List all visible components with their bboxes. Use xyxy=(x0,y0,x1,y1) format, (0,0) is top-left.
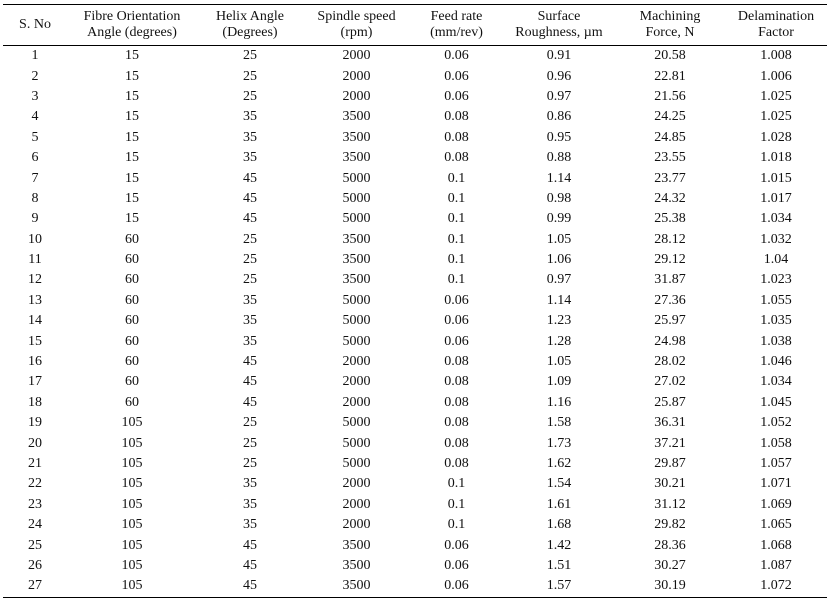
cell-serial-number: 20 xyxy=(28,435,42,451)
cell-spindle-speed: 5000 xyxy=(342,415,371,431)
cell-feed-rate: 0.1 xyxy=(447,170,466,186)
cell-surface-roughness: 0.86 xyxy=(546,109,572,125)
cell-machining-force: 29.82 xyxy=(654,517,686,533)
header-line: Surface xyxy=(537,9,581,24)
cell-serial-number: 13 xyxy=(28,292,42,308)
table-row xyxy=(3,515,827,535)
cell-feed-rate: 0.06 xyxy=(444,48,469,64)
cell-feed-rate: 0.1 xyxy=(447,496,466,512)
cell-machining-force: 37.21 xyxy=(654,435,686,451)
cell-feed-rate: 0.06 xyxy=(444,557,469,573)
cell-machining-force: 28.36 xyxy=(654,537,686,553)
header-serial-number xyxy=(3,5,67,46)
cell-spindle-speed: 3500 xyxy=(342,578,371,594)
cell-fibre-orientation-angle: 15 xyxy=(125,170,139,186)
cell-spindle-speed: 3500 xyxy=(342,557,371,573)
cell-machining-force: 30.19 xyxy=(654,578,686,594)
cell-helix-angle: 25 xyxy=(243,456,257,471)
cell-delamination-factor: 1.035 xyxy=(760,313,792,329)
cell-fibre-orientation-angle: 15 xyxy=(125,150,139,166)
cell-fibre-orientation-angle: 15 xyxy=(125,68,139,84)
header-row xyxy=(3,5,827,46)
cell-fibre-orientation-angle: 60 xyxy=(125,394,139,410)
cell-serial-number: 4 xyxy=(31,109,39,125)
header-line: Helix Angle xyxy=(215,9,285,24)
cell-feed-rate: 0.08 xyxy=(444,354,469,370)
cell-spindle-speed: 5000 xyxy=(342,456,371,471)
table-row xyxy=(3,87,827,107)
cell-machining-force: 28.02 xyxy=(654,354,686,370)
cell-spindle-speed: 2000 xyxy=(342,374,371,390)
cell-surface-roughness: 0.98 xyxy=(546,190,572,206)
data-table xyxy=(3,4,827,598)
cell-spindle-speed: 5000 xyxy=(342,211,371,227)
table-row xyxy=(3,433,827,453)
cell-spindle-speed: 3500 xyxy=(342,109,371,125)
cell-serial-number: 5 xyxy=(31,129,39,145)
cell-surface-roughness: 1.23 xyxy=(546,313,572,329)
cell-serial-number: 15 xyxy=(28,333,42,349)
cell-helix-angle: 35 xyxy=(243,109,257,125)
header-feed-rate xyxy=(410,5,503,46)
cell-helix-angle: 45 xyxy=(243,557,257,573)
cell-delamination-factor: 1.069 xyxy=(760,496,792,512)
cell-helix-angle: 45 xyxy=(243,578,257,594)
cell-spindle-speed: 2000 xyxy=(342,68,371,84)
table-row xyxy=(3,454,827,474)
cell-helix-angle: 25 xyxy=(243,68,257,84)
cell-feed-rate: 0.08 xyxy=(444,415,469,431)
cell-fibre-orientation-angle: 15 xyxy=(125,48,139,64)
cell-serial-number: 17 xyxy=(28,374,42,390)
cell-surface-roughness: 1.14 xyxy=(546,170,572,186)
cell-fibre-orientation-angle: 105 xyxy=(121,517,143,533)
cell-surface-roughness: 1.14 xyxy=(546,292,572,308)
cell-surface-roughness: 1.16 xyxy=(546,394,572,410)
cell-helix-angle: 35 xyxy=(243,496,257,512)
cell-machining-force: 29.87 xyxy=(654,456,686,471)
cell-serial-number: 12 xyxy=(28,272,42,288)
cell-feed-rate: 0.1 xyxy=(447,211,466,227)
cell-machining-force: 30.27 xyxy=(654,557,686,573)
cell-helix-angle: 35 xyxy=(243,150,257,166)
cell-delamination-factor: 1.058 xyxy=(760,435,792,451)
cell-helix-angle: 35 xyxy=(243,517,257,533)
header-line: Angle (degrees) xyxy=(87,25,177,40)
cell-serial-number: 21 xyxy=(28,456,42,471)
cell-feed-rate: 0.06 xyxy=(444,578,469,594)
cell-serial-number: 7 xyxy=(31,170,39,186)
cell-feed-rate: 0.06 xyxy=(444,68,469,84)
header-line: (rpm) xyxy=(340,25,373,40)
cell-delamination-factor: 1.072 xyxy=(760,578,792,594)
cell-fibre-orientation-angle: 105 xyxy=(121,415,143,431)
cell-delamination-factor: 1.068 xyxy=(760,537,792,553)
cell-delamination-factor: 1.057 xyxy=(760,456,792,471)
header-line: S. No xyxy=(19,17,51,32)
table-row xyxy=(3,535,827,555)
cell-delamination-factor: 1.034 xyxy=(760,211,792,227)
header-line: (Degrees) xyxy=(222,25,278,40)
cell-feed-rate: 0.08 xyxy=(444,456,469,471)
cell-serial-number: 2 xyxy=(31,68,39,84)
cell-fibre-orientation-angle: 105 xyxy=(121,557,143,573)
cell-machining-force: 20.58 xyxy=(654,48,686,64)
header-machining-force xyxy=(615,5,725,46)
cell-helix-angle: 25 xyxy=(243,231,257,247)
cell-machining-force: 31.12 xyxy=(654,496,686,512)
cell-fibre-orientation-angle: 105 xyxy=(121,537,143,553)
cell-helix-angle: 25 xyxy=(243,435,257,451)
table-row xyxy=(3,291,827,311)
cell-machining-force: 30.21 xyxy=(654,476,686,492)
cell-spindle-speed: 3500 xyxy=(342,252,371,268)
table-row xyxy=(3,311,827,331)
table-row xyxy=(3,128,827,148)
cell-spindle-speed: 5000 xyxy=(342,435,371,451)
table-row xyxy=(3,556,827,576)
cell-delamination-factor: 1.055 xyxy=(760,292,792,308)
table-row xyxy=(3,372,827,392)
cell-serial-number: 22 xyxy=(28,476,42,492)
cell-serial-number: 26 xyxy=(28,557,42,573)
cell-fibre-orientation-angle: 15 xyxy=(125,190,139,206)
cell-serial-number: 8 xyxy=(31,190,39,206)
table-body xyxy=(3,46,827,598)
table-row xyxy=(3,107,827,127)
cell-machining-force: 23.77 xyxy=(654,170,686,186)
cell-feed-rate: 0.08 xyxy=(444,150,469,166)
cell-machining-force: 22.81 xyxy=(654,68,686,84)
cell-fibre-orientation-angle: 105 xyxy=(121,476,143,492)
cell-fibre-orientation-angle: 105 xyxy=(121,496,143,512)
cell-fibre-orientation-angle: 60 xyxy=(125,354,139,370)
cell-fibre-orientation-angle: 105 xyxy=(121,435,143,451)
cell-feed-rate: 0.06 xyxy=(444,313,469,329)
cell-surface-roughness: 1.73 xyxy=(546,435,572,451)
header-fibre-orientation-angle xyxy=(67,5,197,46)
cell-helix-angle: 25 xyxy=(243,415,257,431)
cell-delamination-factor: 1.071 xyxy=(760,476,792,492)
table-row xyxy=(3,576,827,597)
cell-surface-roughness: 0.88 xyxy=(546,150,572,166)
cell-spindle-speed: 5000 xyxy=(342,313,371,329)
table-row xyxy=(3,393,827,413)
cell-machining-force: 25.38 xyxy=(654,211,686,227)
cell-delamination-factor: 1.052 xyxy=(760,415,792,431)
cell-serial-number: 25 xyxy=(28,537,42,553)
cell-helix-angle: 45 xyxy=(243,394,257,410)
cell-machining-force: 27.36 xyxy=(654,292,686,308)
cell-surface-roughness: 1.09 xyxy=(546,374,572,390)
table-row xyxy=(3,189,827,209)
cell-helix-angle: 35 xyxy=(243,333,257,349)
cell-delamination-factor: 1.025 xyxy=(760,109,792,125)
cell-machining-force: 31.87 xyxy=(654,272,686,288)
cell-spindle-speed: 3500 xyxy=(342,272,371,288)
cell-fibre-orientation-angle: 15 xyxy=(125,88,139,104)
cell-machining-force: 21.56 xyxy=(654,88,686,104)
cell-surface-roughness: 1.42 xyxy=(546,537,572,553)
table-row xyxy=(3,270,827,290)
cell-spindle-speed: 2000 xyxy=(342,496,371,512)
cell-delamination-factor: 1.045 xyxy=(760,394,792,410)
cell-feed-rate: 0.08 xyxy=(444,394,469,410)
cell-serial-number: 1 xyxy=(31,48,39,64)
cell-feed-rate: 0.1 xyxy=(447,231,466,247)
cell-serial-number: 3 xyxy=(31,88,39,104)
table-row xyxy=(3,413,827,433)
cell-serial-number: 16 xyxy=(28,354,42,370)
cell-machining-force: 23.55 xyxy=(654,150,686,166)
header-spindle-speed xyxy=(303,5,410,46)
cell-helix-angle: 25 xyxy=(243,252,257,268)
cell-serial-number: 10 xyxy=(28,231,42,247)
table-row xyxy=(3,209,827,229)
cell-serial-number: 19 xyxy=(28,415,42,431)
cell-feed-rate: 0.1 xyxy=(447,190,466,206)
header-line: Force, N xyxy=(645,25,695,40)
cell-helix-angle: 45 xyxy=(243,190,257,206)
cell-feed-rate: 0.08 xyxy=(444,109,469,125)
cell-delamination-factor: 1.04 xyxy=(763,252,789,268)
cell-fibre-orientation-angle: 15 xyxy=(125,109,139,125)
cell-fibre-orientation-angle: 60 xyxy=(125,313,139,329)
cell-spindle-speed: 5000 xyxy=(342,292,371,308)
cell-spindle-speed: 5000 xyxy=(342,333,371,349)
table-row xyxy=(3,331,827,351)
cell-machining-force: 25.87 xyxy=(654,394,686,410)
cell-fibre-orientation-angle: 60 xyxy=(125,231,139,247)
cell-spindle-speed: 5000 xyxy=(342,170,371,186)
table-row xyxy=(3,168,827,188)
cell-surface-roughness: 0.97 xyxy=(546,272,572,288)
cell-delamination-factor: 1.046 xyxy=(760,354,792,370)
cell-fibre-orientation-angle: 60 xyxy=(125,252,139,268)
header-line: Feed rate xyxy=(430,9,483,24)
cell-delamination-factor: 1.015 xyxy=(760,170,792,186)
cell-machining-force: 25.97 xyxy=(654,313,686,329)
header-line: Fibre Orientation xyxy=(83,9,181,24)
cell-delamination-factor: 1.034 xyxy=(760,374,792,390)
cell-delamination-factor: 1.025 xyxy=(760,88,792,104)
cell-helix-angle: 25 xyxy=(243,272,257,288)
cell-surface-roughness: 0.99 xyxy=(546,211,572,227)
cell-surface-roughness: 1.05 xyxy=(546,231,572,247)
cell-spindle-speed: 3500 xyxy=(342,150,371,166)
cell-helix-angle: 35 xyxy=(243,292,257,308)
cell-surface-roughness: 1.61 xyxy=(546,496,572,512)
cell-delamination-factor: 1.087 xyxy=(760,557,792,573)
cell-spindle-speed: 2000 xyxy=(342,354,371,370)
cell-surface-roughness: 1.28 xyxy=(546,333,572,349)
cell-delamination-factor: 1.017 xyxy=(760,190,792,206)
cell-spindle-speed: 2000 xyxy=(342,394,371,410)
table-row xyxy=(3,66,827,86)
cell-surface-roughness: 1.06 xyxy=(546,252,572,268)
cell-helix-angle: 45 xyxy=(243,537,257,553)
cell-spindle-speed: 2000 xyxy=(342,48,371,64)
cell-serial-number: 11 xyxy=(28,252,42,268)
cell-surface-roughness: 0.96 xyxy=(546,68,572,84)
cell-feed-rate: 0.08 xyxy=(444,129,469,145)
cell-spindle-speed: 2000 xyxy=(342,517,371,533)
header-line: Factor xyxy=(758,25,794,40)
cell-machining-force: 24.98 xyxy=(654,333,686,349)
cell-serial-number: 6 xyxy=(31,150,39,166)
cell-feed-rate: 0.06 xyxy=(444,88,469,104)
cell-helix-angle: 35 xyxy=(243,129,257,145)
cell-delamination-factor: 1.032 xyxy=(760,231,792,247)
cell-delamination-factor: 1.038 xyxy=(760,333,792,349)
table-row xyxy=(3,495,827,515)
cell-serial-number: 24 xyxy=(28,517,42,533)
header-line: Roughness, µm xyxy=(515,25,603,40)
cell-feed-rate: 0.06 xyxy=(444,537,469,553)
cell-machining-force: 24.25 xyxy=(654,109,686,125)
cell-surface-roughness: 1.05 xyxy=(546,354,572,370)
cell-feed-rate: 0.06 xyxy=(444,292,469,308)
cell-machining-force: 36.31 xyxy=(654,415,686,431)
header-delamination-factor xyxy=(725,5,827,46)
cell-fibre-orientation-angle: 105 xyxy=(121,456,143,471)
cell-helix-angle: 25 xyxy=(243,88,257,104)
cell-machining-force: 24.32 xyxy=(654,190,686,206)
table-row xyxy=(3,46,827,67)
cell-delamination-factor: 1.006 xyxy=(760,68,792,84)
cell-delamination-factor: 1.018 xyxy=(760,150,792,166)
header-surface-roughness xyxy=(503,5,615,46)
cell-feed-rate: 0.08 xyxy=(444,435,469,451)
table-row xyxy=(3,250,827,270)
header-line: Spindle speed xyxy=(317,9,396,24)
cell-fibre-orientation-angle: 15 xyxy=(125,129,139,145)
cell-machining-force: 29.12 xyxy=(654,252,686,268)
cell-feed-rate: 0.1 xyxy=(447,476,466,492)
cell-serial-number: 23 xyxy=(28,496,42,512)
cell-serial-number: 14 xyxy=(28,313,42,329)
table-row xyxy=(3,474,827,494)
cell-feed-rate: 0.1 xyxy=(447,272,466,288)
cell-surface-roughness: 1.58 xyxy=(546,415,572,431)
cell-delamination-factor: 1.008 xyxy=(760,48,792,64)
cell-surface-roughness: 0.97 xyxy=(546,88,572,104)
cell-serial-number: 18 xyxy=(28,394,42,410)
cell-feed-rate: 0.06 xyxy=(444,333,469,349)
cell-serial-number: 9 xyxy=(31,211,39,227)
cell-spindle-speed: 3500 xyxy=(342,231,371,247)
cell-spindle-speed: 3500 xyxy=(342,129,371,145)
cell-spindle-speed: 5000 xyxy=(342,190,371,206)
cell-machining-force: 28.12 xyxy=(654,231,686,247)
cell-spindle-speed: 2000 xyxy=(342,476,371,492)
cell-surface-roughness: 1.51 xyxy=(546,557,572,573)
cell-helix-angle: 45 xyxy=(243,354,257,370)
table-row xyxy=(3,352,827,372)
cell-fibre-orientation-angle: 15 xyxy=(125,211,139,227)
header-line: (mm/rev) xyxy=(430,25,483,40)
cell-machining-force: 27.02 xyxy=(654,374,686,390)
cell-feed-rate: 0.1 xyxy=(447,252,466,268)
cell-delamination-factor: 1.065 xyxy=(760,517,792,533)
cell-delamination-factor: 1.023 xyxy=(760,272,792,288)
cell-fibre-orientation-angle: 105 xyxy=(121,578,143,594)
cell-helix-angle: 45 xyxy=(243,170,257,186)
cell-surface-roughness: 1.62 xyxy=(546,456,572,471)
cell-spindle-speed: 2000 xyxy=(342,88,371,104)
table-row xyxy=(3,148,827,168)
cell-serial-number: 27 xyxy=(28,578,42,594)
cell-helix-angle: 45 xyxy=(243,374,257,390)
cell-spindle-speed: 3500 xyxy=(342,537,371,553)
cell-fibre-orientation-angle: 60 xyxy=(125,292,139,308)
table-row xyxy=(3,230,827,250)
cell-helix-angle: 25 xyxy=(243,48,257,64)
cell-surface-roughness: 0.91 xyxy=(546,48,572,64)
cell-feed-rate: 0.08 xyxy=(444,374,469,390)
cell-surface-roughness: 1.57 xyxy=(546,578,572,594)
cell-feed-rate: 0.1 xyxy=(447,517,466,533)
cell-machining-force: 24.85 xyxy=(654,129,686,145)
cell-surface-roughness: 1.68 xyxy=(546,517,572,533)
cell-surface-roughness: 0.95 xyxy=(546,129,572,145)
cell-delamination-factor: 1.028 xyxy=(760,129,792,145)
cell-surface-roughness: 1.54 xyxy=(546,476,572,492)
cell-fibre-orientation-angle: 60 xyxy=(125,333,139,349)
cell-fibre-orientation-angle: 60 xyxy=(125,374,139,390)
cell-helix-angle: 45 xyxy=(243,211,257,227)
cell-fibre-orientation-angle: 60 xyxy=(125,272,139,288)
cell-helix-angle: 35 xyxy=(243,476,257,492)
cell-helix-angle: 35 xyxy=(243,313,257,329)
header-helix-angle xyxy=(197,5,303,46)
header-line: Machining xyxy=(639,9,701,24)
header-line: Delamination xyxy=(737,9,815,24)
